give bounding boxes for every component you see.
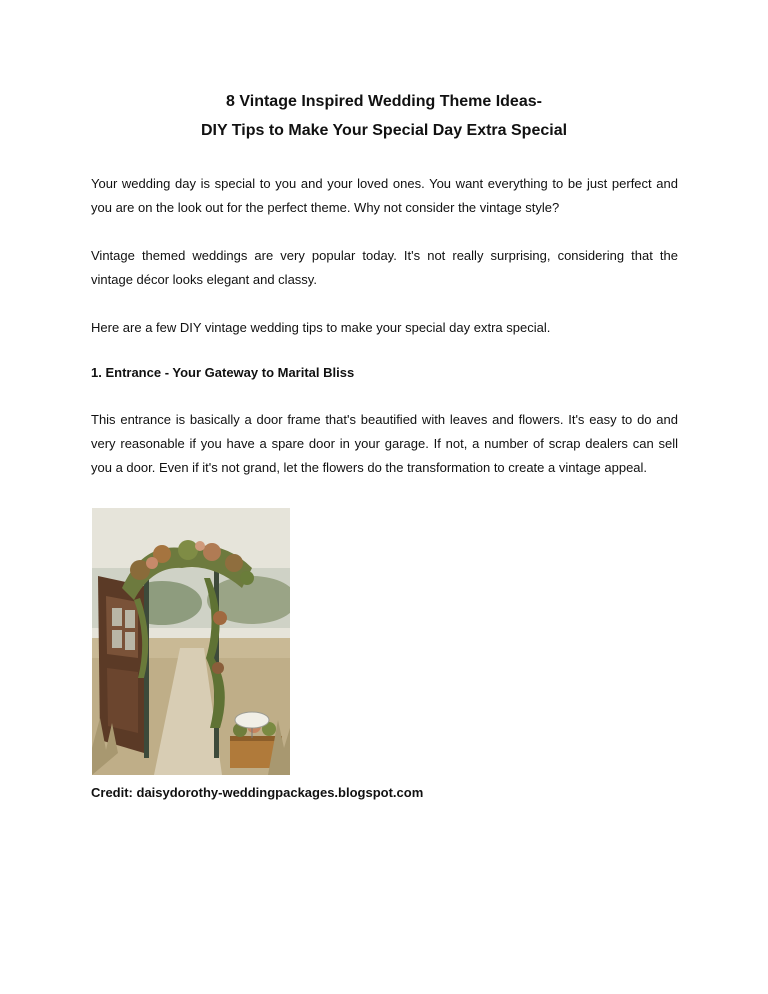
document-title-line2: DIY Tips to Make Your Special Day Extra Special — [200, 122, 568, 139]
floral-door-arch-photo — [92, 508, 290, 775]
photo-credit: Credit: daisydorothy-weddingpackages.blogspot.com — [91, 785, 424, 800]
document-title-line1: 8 Vintage Inspired Wedding Theme Ideas- — [226, 93, 542, 110]
tips-paragraph: Here are a few DIY vintage wedding tips to make your special day extra special. — [91, 320, 551, 335]
entrance-paragraph: This entrance is basically a door frame that's beautified with leaves and flowers. It's easy to do and very reasonable if you have a spare door in your garage. If not, a number of scrap dealers can sell you a door. Even if it's not grand, let the flowers do the transformation to create a vintage appeal. — [91, 412, 678, 475]
intro-paragraph: Your wedding day is special to you and your loved ones. You want everything to be just perfect and you are on the look out for the perfect theme. Why not consider the vintage style? — [91, 176, 678, 215]
vintage-paragraph: Vintage themed weddings are very popular today. It's not really surprising, considering that the vintage décor looks elegant and classy. — [91, 248, 678, 287]
section-heading-entrance: 1. Entrance - Your Gateway to Marital Bliss — [91, 365, 355, 380]
